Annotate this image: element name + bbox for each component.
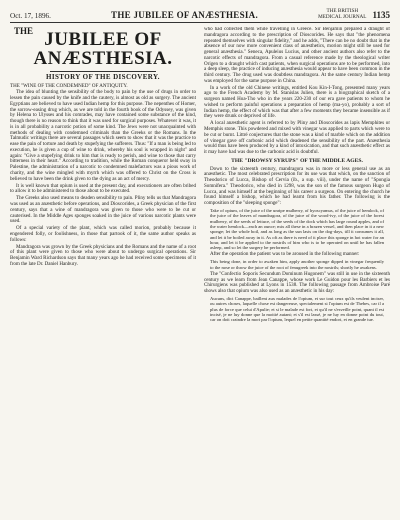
title-the: THE [14, 27, 34, 36]
paragraph: The "Confectio Soporis Secundum Dominum Hugonem" was still in use in the sixteenth century as we learn from Jean Canappe, whose work Le Guidon pour les Barbiers et les Chirurgiens was published at Lyons in 1538. The following passage from Ambroise Paré shows also that opium was also used as an anæsthetic in his day: [204, 270, 390, 295]
journal-name [318, 9, 366, 20]
paragraph: The Greeks also used means to deaden sensibility to pain. Pliny tells us that Mandragora was used as an anæsthetic before operations, and Dioscorides, a Greek physician of the first century, says that a wine of mandragora was given to those who were to be cut or cauterised. In the Middle Ages sponges soaked in the juice of various narcotic plants were used. [10, 195, 196, 225]
paragraph: Down to the sixteenth century, mandragora was in more or less general use as an anæsthetic. The most celebrated prescription for its use was that which, on the sanction of Theodorico of Lucca, Bishop of Cervia (ib., a sup. viii), under the name of "Spongia Somnifera." Theodorico, who died in 1298, was the son of the famous surgeon Hugo of Lucca, and was himself at the beginning of his career a surgeon. On entering the church he found himself a bishop, which he had learnt from his father. The following is the composition of the "sleeping sponge": [204, 165, 390, 207]
paragraph: Of a special variety of the plant, which was called morion, probably because it engendered folly, or foolishness, in those that partook of it, the same author speaks as follows: [10, 225, 196, 243]
right-column [204, 27, 390, 325]
page-number: 1135 [372, 10, 390, 20]
paragraph: The idea of blunting the sensibility of the body to pain by the use of drugs in order to lessen the pain caused by the knife and the cautery, is almost as old as surgery. The ancient Egyptians are believed to have used Indian hemp for this purpose. The nepenthes of Homer, the sorrow-easing drug which, as we are told in the fourth book of the Odyssey, was given by Helena to Ulysses and his comrades, may have contained some substance of the kind, though there is no reason to think that it was used for surgical purposes. Whatever it was, it is in all probability a narcotic potion of some kind. The Jews were not unacquainted with methods of dealing with condemned criminals than the Greeks or the Romans. In the Talmudic writings there are several passages which seem to show that it was the practice to ease the pain of torture and death by stupefying the sufferers. Thus: "If a man is being led to execution, he is given a cup of wine to drink, whereby his soul is wrapped in night" and again: "Give a stupefying drink to him that is ready to perish, and wine to those that carry bitterness in their heart." According to tradition, while the Roman conqueror held sway in Palestine, the administration of a narcotic to condemned malefactors was a pious work of charity, and the wine mingled with myrrh which was offered to Christ on the Cross is believed to have been the drink given to the dying as an act of mercy. [10, 89, 196, 182]
title-divider [50, 71, 156, 72]
header-right [318, 9, 390, 20]
running-title: THE JUBILEE OF ANÆSTHESIA. [111, 10, 259, 20]
article-title: JUBILEE OF ANÆSTHESIA. [33, 28, 173, 69]
paragraph: It is well known that opium is used at the present day, and executioners are often bribed to allow it to be administered to those about to be executed. [10, 182, 196, 195]
sleeping-sponge-recipe: Take of opium, of the juice of the unripe mulberry, of hyoscyamus, of the juice of hemlock, of the juice of the leaves of mandragora, of the juice of the wood-ivy, of the juice of the forest mulberry, of the seeds of lettuce, of the seeds of the dock which has large round apples, and of the water hemlock—each an ounce; mix all these in a brazen vessel, and then place in it a new sponge; let the whole boil, and as long as the sun lasts on the dog-days, till it consumes it all, and let it be boiled away in it. As oft as there is need of it place this sponge in hot water for an hour, and let it be applied to the nostrils of him who is to be operated on until he has fallen asleep, and so let the surgery be performed. [210, 208, 384, 251]
issue-date: Oct. 17, 1896. [10, 12, 51, 20]
journal-name-line-2: MEDICAL JOURNAL [318, 13, 367, 20]
journal-name-line-1: THE BRITISH [326, 8, 359, 15]
article-columns [10, 27, 390, 325]
article-subtitle: HISTORY OF THE DISCOVERY. [46, 72, 160, 81]
paragraph: A local anæsthetic agent is referred to by Pliny and Dioscorides as lapis Memphites or Memphis stone. This powdered and mixed with vinegar was applied to parts which were to be cut or burnt. Littré conjectures that the stone was a kind of marble which on the addition of vinegar gave off carbonic acid which deadened the sensibility of the part. Anæsthesia would thus have been produced by a kind of intoxication, and that such anæsthetic effect as it may have had was due to the carbonic acid is doubtful. [204, 120, 390, 156]
section-heading-wine: THE "WINE OF THE CONDEMNED" OF ANTIQUITY. [10, 82, 128, 89]
left-column [10, 27, 196, 325]
article-title-block [10, 29, 196, 81]
paragraph: who had collected them while travelling in Greece. Sir Benjamin prepared a draught of mandragora according to the prescription of Dioscorides. He says that "the phenomena repeated themselves with singular fidelity," and he adds, "There can be no doubt that in the absence of our now more convenient class of anæsthetics, morion might still be used for general anæsthesia." Seneca, Apuleius Lucius, and other ancient authors also refer to the narcotic effects of mandragora. From a casual reference made by the theological writer Origen to a draught which cast patients, when surgical operations are to be performed, into a deep sleep, the practice of inducing anæsthesia would appear to have been common in the third century. The drug used was doubtless mandragora. At the same century Indian hemp was employed for the same purpose in China. [204, 27, 390, 84]
paragraph: After the operation the patient was to be aroused in the following manner: [210, 251, 360, 258]
section-heading-drowsy-syrups: THE "DROWSY SYRUPS" OF THE MIDDLE AGES. [231, 157, 363, 164]
awakening-instructions: This being done, in order to awaken him, apply another sponge dipped in vinegar frequently to the nose or throw the juice of the root of fenugreek into the nostrils; shortly he awakens. [210, 259, 384, 270]
paragraph: Mandragora was grown by the Greek physicians and the Romans and the name of a root of this plant were given to those who were about to undergo surgical operations. Sir Benjamin Ward Richardson says that many years ago he had received some specimens of it from the late Dr. Daniel Hanbury. [10, 243, 196, 267]
paragraph: In a work of the old Chinese writings, entitled Kou Kin-I-Tong, presented many years ago to the French Academy by M. Stanislas Julien, there is a biographical sketch of a surgeon named Hoa-Tho who in the years 220-230 of our era gave patients to whom he wished to perform painful operations a preparation of hemp (ma-yo), probably a sort of Indian hemp, the effect of which was that after a few moments they became insensible as if they were drunk or deprived of life. [204, 84, 390, 120]
page-header [10, 6, 390, 23]
french-quotation: Aucuns, dict Canappe, baillent aux malades de l'opium, et sur tout ceux qu'ils veulent inciser, ou autres choses, laquelle chose est dangereuse, specialement si l'opium est de Thebes, car il a plus de force que celui d'Apulie; et si le malade est fort, et qu'il ne s'esveille point, quant il est incisé, je ne luy donne que la moitié autant; et s'il est lassé, je ne luy en donne point du tout, car on doit craindre la mort par l'opium, lequel en petite quantité endort, et en grande tue. [210, 296, 384, 323]
